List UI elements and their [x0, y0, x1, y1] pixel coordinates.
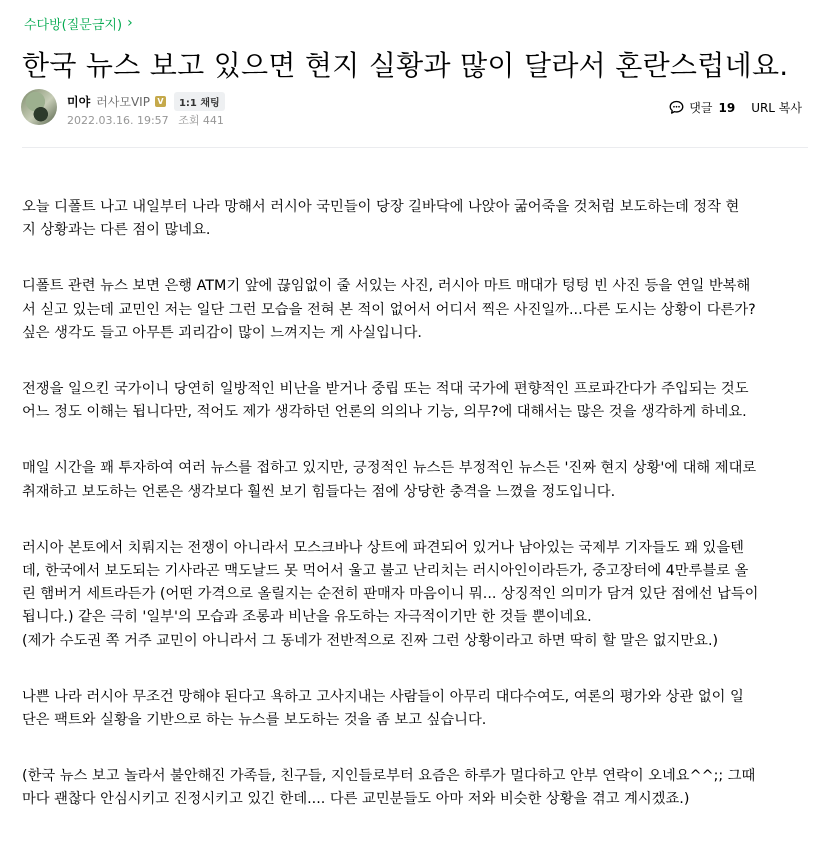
- speech-bubble-icon: [669, 100, 684, 115]
- header-divider: [22, 147, 808, 148]
- author-grade: 러사모VIP: [96, 95, 150, 109]
- board-name: 수다방(질문금지): [24, 18, 123, 33]
- post-content: [22, 196, 822, 845]
- content-paragraph: 오늘 디폴트 나고 내일부터 나라 망해서 러시아 국민들이 당장 길바닥에 나앉아 굶어죽을 것처럼 보도하는데 정작 현 지 상황과는 다른 점이 많네요.: [22, 199, 740, 239]
- board-link[interactable]: [24, 14, 133, 33]
- comment-label: 댓글: [689, 101, 713, 115]
- vip-badge-icon: V: [155, 96, 166, 107]
- author-row: [67, 92, 225, 111]
- post-views: 조회 441: [178, 114, 224, 127]
- chevron-right-icon: ›: [127, 15, 133, 31]
- post-actions: [669, 99, 802, 116]
- content-paragraph: 매일 시간을 꽤 투자하여 여러 뉴스를 접하고 있지만, 긍정적인 뉴스든 부정적인 뉴스든 '진짜 현지 상황'에 대해 제대로 취재하고 보도하는 언론은 생각보다 훨씬 보기 힘들다는 점에 상당한 충격을 느꼈을 정도입니다.: [22, 460, 757, 500]
- post-title: 한국 뉴스 보고 있으면 현지 실황과 많이 달라서 혼란스럽네요.: [22, 49, 789, 82]
- chat-button[interactable]: 1:1 채팅: [174, 92, 225, 111]
- comment-count: 19: [718, 100, 736, 115]
- content-paragraph: (한국 뉴스 보고 놀라서 불안해진 가족들, 친구들, 지인들로부터 요즘은 하루가 멀다하고 안부 연락이 오네요^^;; 그때 마다 괜찮다 안심시키고 진정시키고 있긴 한데.... 다른 교민분들도 아마 저와 비슷한 상황을 겪고 계시겠죠.): [22, 768, 756, 808]
- content-paragraph: 전쟁을 일으킨 국가이니 당연히 일방적인 비난을 받거나 중립 또는 적대 국가에 편향적인 프로파간다가 주입되는 것도 어느 정도 이해는 됩니다만, 적어도 제가 생각하던 언론의 의의나 기능, 의무?에 대해서는 많은 것을 생각하게 하네요.: [22, 381, 749, 421]
- url-copy-button[interactable]: URL 복사: [751, 101, 802, 115]
- content-paragraph: 러시아 본토에서 치뤄지는 전쟁이 아니라서 모스크바나 상트에 파견되어 있거나 남아있는 국제부 기자들도 꽤 있을텐 데, 한국에서 보도되는 기사라곤 맥도날드 못 먹어서 울고 불고 난리치는 러시아인이라든가, 중고장터에 4만루블로 올 린 햄버거 세트라든가 (어떤 가격으로 올릴지는 순전히 판매자 마음이니 뭐... 상징적인 의미가 담겨 있단 점에선 납득이 됩니다.) 같은 극히 '일부'의 모습과 조롱과 비난을 유도하는 자극적이기만 한 것들 뿐이네요. (제가 수도권 쪽 거주 교민이 아니라서 그 동네가 전반적으로 진짜 그런 상황이라고 하면 딱히 할 말은 없지만요.): [22, 539, 759, 649]
- content-paragraph: 나쁜 나라 러시아 무조건 망해야 된다고 욕하고 고사지내는 사람들이 아무리 대다수여도, 여론의 평가와 상관 없이 일 단은 팩트와 실황을 기반으로 하는 뉴스를 보도하는 것을 좀 보고 싶습니다.: [22, 688, 744, 729]
- comment-button[interactable]: [669, 99, 735, 116]
- author-nickname[interactable]: 미야: [67, 95, 91, 109]
- content-paragraph: 디폴트 관련 뉴스 보면 은행 ATM기 앞에 끊임없이 줄 서있는 사진, 러시아 마트 매대가 텅텅 빈 사진 등을 연일 반복해 서 싣고 있는데 교민인 저는 일단 그런 모습을 전혀 본 적이 없어서 어디서 찍은 사진일까...다른 도시는 상황이 다른가? 싶은 생각도 들고 아무튼 괴리감이 많이 느껴지는 게 사실입니다.: [22, 278, 756, 341]
- post-meta: [67, 112, 224, 128]
- avatar[interactable]: [21, 89, 57, 125]
- post-date: 2022.03.16. 19:57: [67, 114, 169, 127]
